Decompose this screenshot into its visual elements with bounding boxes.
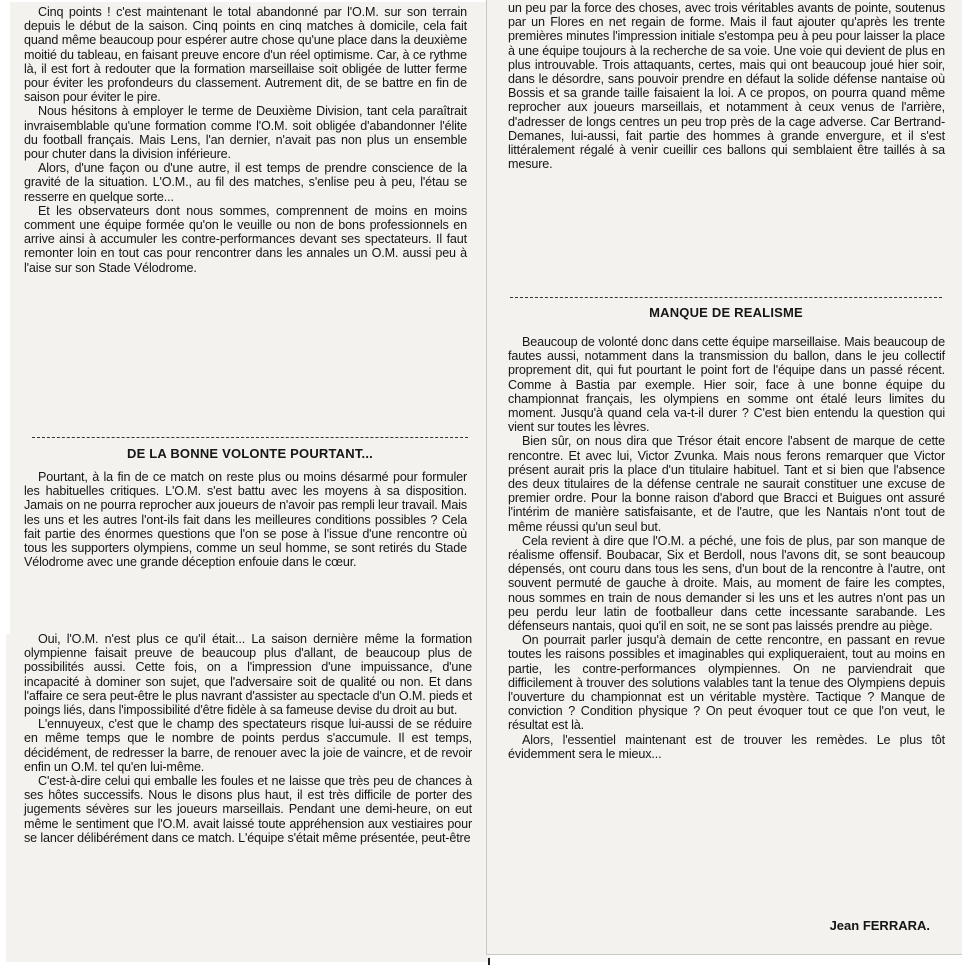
paragraph: Pourtant, à la fin de ce match on reste plus ou moins désarmé pour formuler les habituelles critiques. L'O.M. s'est battu avec les moyens à sa disposition. Jamais on ne pourra reprocher aux joueurs de n'avoir pas rempli leur travail. Mais les uns et les autres l'ont-ils fait dans les meilleures conditions possibles ? Cela fait partie des énormes questions que l'on se pose à l'issue d'une rencontre où tous les supporters olympiens, comme un seul homme, se sont retirés du Stade Vélodrome avec une grande déception enfouie dans le cœur. (24, 470, 467, 570)
section-heading-manque-de-realisme: MANQUE DE REALISME (649, 305, 803, 320)
paragraph: C'est-à-dire celui qui emballe les foules et ne laisse que très peu de chances à ses hôtes successifs. Nous le disons plus haut, il est très difficile de porter des jugements sévères sur les joueurs marseillais. Pendant une demi-heure, on eut même le sentiment que l'O.M. avait laissé toute appréhension aux vestiaires pour se lancer délibérément dans ce match. L'équipe s'était même présentée, peut-être (24, 774, 472, 845)
article-right-top-column (508, 1, 945, 171)
author-signature: Jean FERRARA. (829, 918, 930, 933)
paragraph: Alors, d'une façon ou d'une autre, il est temps de prendre conscience de la gravité de la situation. L'O.M., au fil des matches, s'enlise peu à peu, l'étau se resserre en quelque sorte... (24, 161, 467, 204)
article-left-top-column (24, 5, 467, 275)
paragraph: Beaucoup de volonté donc dans cette équipe marseillaise. Mais beaucoup de fautes aussi, notamment dans la transmission du ballon, dans le jeu collectif proprement dit, qui fut pourtant le point fort de l'équipe dans un passé récent. Comme à Bastia par exemple. Hier soir, face à une bonne équipe du championnat français, les olympiens en somme ont étalé leurs limites du moment. Jusqu'à quand cela va-t-il durer ? C'est bien entendu la question qui vient sur toutes les lèvres. (508, 335, 945, 435)
section-heading-bonne-volonte: DE LA BONNE VOLONTE POURTANT... (127, 446, 373, 461)
paragraph: Cinq points ! c'est maintenant le total abandonné par l'O.M. sur son terrain depuis le début de la saison. Cinq points en cinq matches à domicile, cela fait quand même beaucoup pour espérer autre chose qu'une place dans la deuxième moitié du tableau, en faisant preuve encore d'un réel optimisme. Car, à ce rythme là, il est fort à redouter que la formation marseillaise soit obligée de lutter ferme pour éviter les profondeurs du classement. Autrement dit, de se battre en fin de saison pour éviter le pire. (24, 5, 467, 105)
paragraph: Alors, l'essentiel maintenant est de trouver les remèdes. Le plus tôt évidemment sera le mieux... (508, 732, 945, 761)
paragraph: Bien sûr, on nous dira que Trésor était encore l'absent de marque de cette rencontre. Et avec lui, Victor Zvunka. Mais nous ferons remarquer que Victor présent aurait pris la place d'un titulaire habituel. Tant et si bien que l'absence des deux titulaires de la défense centrale ne saurait constituer une excuse de premier ordre. Pour la bonne raison d'abord que Bracci et Buigues ont assuré l'intérim de manière satisfaisante, et de l'autre, que les Nantais n'ont tout de même réussi qu'un seul but. (508, 434, 945, 534)
scan-mark (488, 958, 490, 965)
paragraph: On pourrait parler jusqu'à demain de cette rencontre, en passant en revue toutes les raisons possibles et imaginables qui expliqueraient, tout au moins en partie, les contre-performances olympiennes. On ne parviendrait que difficilement à trouver des solutions valables tant la tenue des Olympiens depuis l'ouverture du championnat est un véritable mystère. Tactique ? Manque de conviction ? Condition physique ? On peut évoquer tout ce que l'on veut, le résultat est là. (508, 633, 945, 733)
paragraph: un peu par la force des choses, avec trois véritables avants de pointe, soutenus par un Flores en net regain de forme. Mais il faut ajouter qu'après les trente premières minutes l'impression initiale s'estompa peu à peu pour laisser la place à une équipe toujours à la recherche de sa voie. Une voie qui devient de plus en plus introuvable. Trois attaquants, certes, mais qui ont beaucoup joué hier soir, dans le désordre, sans pouvoir prendre en défaut la solide défense nantaise où Bossis et sa grande taille faisaient la loi. A ce propos, on pourra quand même reprocher aux joueurs marseillais, et notamment à ceux venus de l'arrière, d'adresser de longs centres un peu trop près de la cage adverse. Car Bertrand-Demanes, lui-aussi, fait partie des hommes à grande envergure, et il s'est littéralement régalé à venir cueillir ces ballons qui semblaient être taillés à sa mesure. (508, 1, 945, 172)
section-rule (32, 437, 468, 438)
article-left-middle-column (24, 470, 467, 569)
paragraph: Oui, l'O.M. n'est plus ce qu'il était... La saison dernière même la formation olympienne faisait preuve de beaucoup plus d'allant, de beaucoup plus de possibilités aussi. Cette fois, on a l'impression d'une impuissance, d'une incapacité à dominer son sujet, que l'adversaire soit de qualité ou non. Et dans l'affaire ce sera peut-être le plus navrant d'assister au spectacle d'un O.M. pieds et poings liés, dans l'impossibilité d'être fidèle à sa fameuse devise du droit au but. (24, 632, 472, 718)
paragraph: Et les observateurs dont nous sommes, comprennent de moins en moins comment une équipe formée qu'on le veuille ou non de bons professionnels en arrive ainsi à accumuler les contre-performances devant ses spectateurs. Il faut remonter loin en tout cas pour rencontrer dans les annales un O.M. aussi peu à l'aise sur son Stade Vélodrome. (24, 203, 467, 275)
article-right-bottom-column (508, 335, 945, 761)
paragraph: Cela revient à dire que l'O.M. a péché, une fois de plus, par son manque de réalisme offensif. Boubacar, Six et Berdoll, nous l'avons dit, se sont beaucoup dépensés, ont couru dans tous les sens, d'un bout de la rencontre à l'autre, ont souvent permuté de gauche à droite. Mais, au moment de faire les comptes, nous sommes en train de nous demander si les uns et les autres n'ont pas un peu perdu leur latin de footballeur dans cette incessante sarabande. Les défenseurs nantais, quoi qu'il en soit, ne se sont pas laissés prendre au piège. (508, 533, 945, 634)
section-rule (510, 297, 942, 298)
paragraph: L'ennuyeux, c'est que le champ des spectateurs risque lui-aussi de se réduire en même temps que le nombre de points perdus s'accumule. Il est temps, décidément, de redresser la barre, de renouer avec la joie de vaincre, et de revoir enfin un O.M. tel qu'en lui-même. (24, 717, 472, 774)
paragraph: Nous hésitons à employer le terme de Deuxième Division, tant cela paraîtrait invraisemblable qu'une formation comme l'O.M. soit obligée d'abandonner l'élite du football français. Mais Lens, l'an dernier, n'avait pas non plus un ensemble pour chuter dans la division inférieure. (24, 104, 467, 162)
article-left-bottom-column (24, 632, 472, 845)
